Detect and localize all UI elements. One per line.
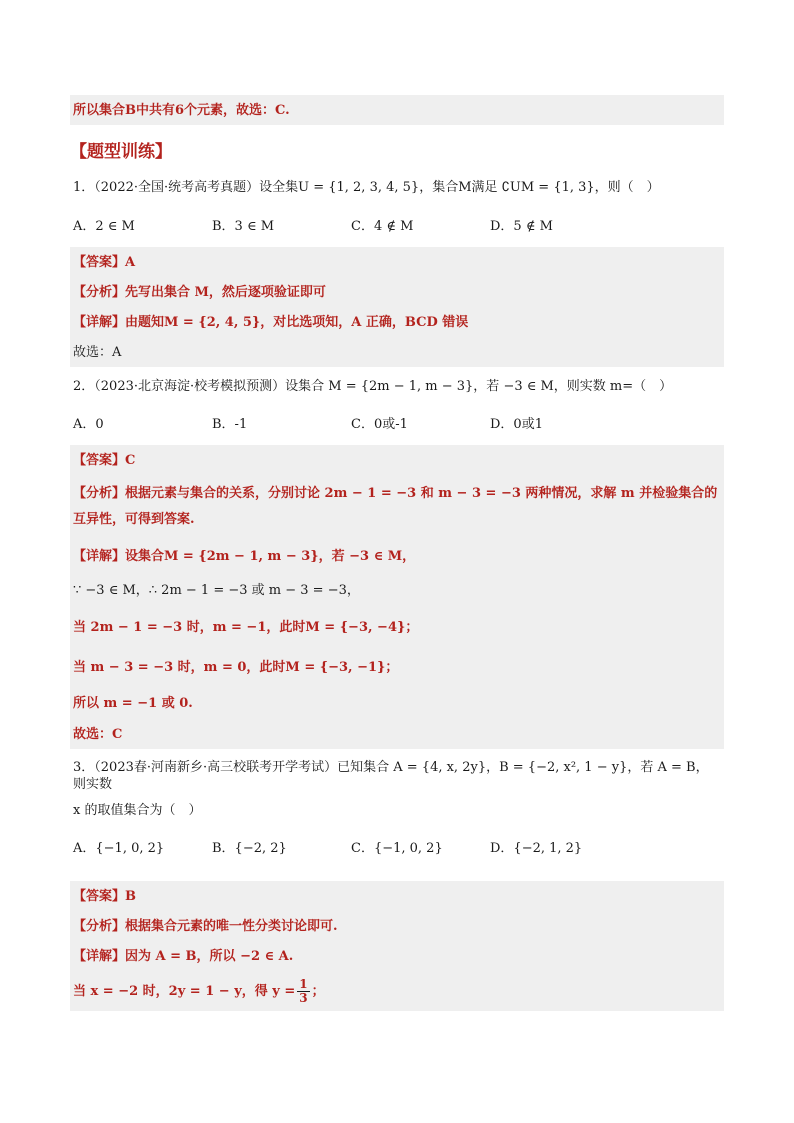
option-b: B．-1 xyxy=(212,416,248,432)
detail: 【详解】因为 A = B，所以 −2 ∈ A. xyxy=(73,948,294,964)
detail-line-1: 【详解】设集合M = {2m − 1, m − 3}，若 −3 ∈ M， xyxy=(73,548,416,564)
question-1-options xyxy=(70,209,724,239)
section-heading: 【题型训练】 xyxy=(70,141,172,162)
question-1-stem: 1．（2022·全国·统考高考真题）设全集U = {1, 2, 3, 4, 5}，集合M满足 ∁UM = {1, 3}，则（ ） xyxy=(73,179,660,195)
solution-block-3 xyxy=(70,881,724,1011)
solution-block-1 xyxy=(70,247,724,367)
final-choice: 故选：A xyxy=(73,344,122,360)
analysis: 【分析】根据元素与集合的关系，分别讨论 2m − 1 = −3 和 m − 3 = −3 两种情况，求解 m 并检验集合的互异性，可得到答案. xyxy=(73,486,718,527)
question-2-stem: 2．（2023·北京海淀·校考模拟预测）设集合 M = {2m − 1, m − 3}，若 −3 ∈ M，则实数 m=（ ） xyxy=(73,378,673,394)
question-3-options xyxy=(70,831,724,861)
answer: 【答案】A xyxy=(73,254,136,270)
question-3-stem-line-2: x 的取值集合为（ ） xyxy=(73,802,202,818)
analysis: 【分析】根据集合元素的唯一性分类讨论即可. xyxy=(73,918,338,934)
option-d: D．0或1 xyxy=(490,416,543,432)
question-3-stem-line-1: 3．（2023春·河南新乡·高三校联考开学考试）已知集合 A = {4, x, 2y}，B = {−2, x², 1 − y}，若 A = B，则实数 xyxy=(73,760,709,792)
option-c: C．{−1, 0, 2} xyxy=(351,840,443,856)
fraction-numerator: 1 xyxy=(299,976,308,991)
detail-line-2: ∵ −3 ∈ M，∴ 2m − 1 = −3 或 m − 3 = −3， xyxy=(73,582,360,598)
top-conclusion: 所以集合B中共有6个元素，故选：C. xyxy=(70,95,724,125)
answer: 【答案】B xyxy=(73,888,136,904)
answer: 【答案】C xyxy=(73,452,136,468)
detail: 【详解】由题知M = {2, 4, 5}，对比选项知，A 正确，BCD 错误 xyxy=(73,314,469,330)
option-a: A．0 xyxy=(73,416,104,432)
document-page xyxy=(70,95,724,1011)
detail-line-4: 当 m − 3 = −3 时，m = 0，此时M = {−3, −1}； xyxy=(73,659,399,675)
detail-line-3: 当 2m − 1 = −3 时，m = −1，此时M = {−3, −4}； xyxy=(73,619,419,635)
option-a: A．{−1, 0, 2} xyxy=(73,840,165,856)
analysis: 【分析】先写出集合 M，然后逐项验证即可 xyxy=(73,284,326,300)
solution-block-2 xyxy=(70,445,724,749)
option-a: A．2 ∈ M xyxy=(73,218,135,234)
detail-last-line-prefix: 当 x = −2 时，2y = 1 − y，得 y = xyxy=(73,983,296,999)
detail-line-5: 所以 m = −1 或 0. xyxy=(73,695,193,711)
option-d: D．5 ∉ M xyxy=(490,218,553,234)
fraction-denominator: 3 xyxy=(299,990,308,1005)
fraction xyxy=(297,978,309,1005)
option-b: B．{−2, 2} xyxy=(212,840,287,856)
option-c: C．0或-1 xyxy=(351,416,408,432)
final-choice: 故选：C xyxy=(73,726,123,742)
option-d: D．{−2, 1, 2} xyxy=(490,840,583,856)
option-c: C．4 ∉ M xyxy=(351,218,414,234)
question-2-options xyxy=(70,407,724,437)
option-b: B．3 ∈ M xyxy=(212,218,275,234)
detail-last-line-suffix: ； xyxy=(311,983,325,999)
detail-last-line xyxy=(70,971,724,1011)
